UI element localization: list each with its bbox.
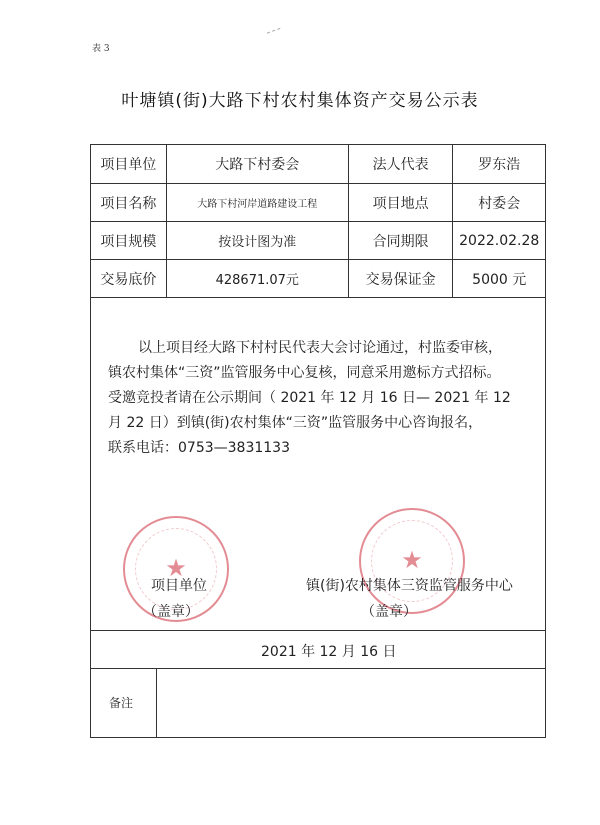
star-icon: ★ xyxy=(401,546,423,574)
cell-value: 大路下村委会 xyxy=(167,145,349,183)
notice-line: 以上项目经大路下村村民代表大会讨论通过，村监委审核， xyxy=(138,340,502,356)
cell-value: 按设计图为准 xyxy=(167,222,349,259)
form-number: 表 3 xyxy=(92,44,110,54)
cell-label: 项目名称 xyxy=(91,184,167,221)
cell-value: 5000 元 xyxy=(472,271,527,288)
star-icon: ★ xyxy=(165,554,187,582)
page-title: 叶塘镇(街)大路下村农村集体资产交易公示表 xyxy=(121,91,479,111)
cell-label: 项目地点 xyxy=(349,184,454,221)
remarks-value xyxy=(157,669,545,737)
notice-line: 镇农村集体“三资”监管服务中心复核，同意采用邀标方式招标。 xyxy=(108,365,501,381)
service-center-label: 镇(街)农村集体三资监管服务中心 xyxy=(306,578,513,594)
cell-value: 2022.02.28 xyxy=(459,232,540,249)
cell-label: 合同期限 xyxy=(349,222,454,259)
notice-body xyxy=(91,298,545,631)
table-row xyxy=(91,222,545,260)
cell-value: 罗东浩 xyxy=(478,157,521,173)
notice-text xyxy=(108,336,538,461)
remarks-label: 备注 xyxy=(91,669,157,737)
cell-label: 交易保证金 xyxy=(349,260,454,297)
notice-line: 联系电话：0753—3831133 xyxy=(108,440,290,456)
cell-label: 法人代表 xyxy=(349,145,454,183)
disclosure-table xyxy=(90,144,546,738)
cell-value: 村委会 xyxy=(478,195,521,212)
cell-label: 交易底价 xyxy=(91,260,167,297)
table-row xyxy=(91,184,545,222)
notice-line: 受邀竞投者请在公示期间（ 2021 年 12 月 16 日— 2021 年 12 xyxy=(108,390,511,406)
cell-label: 项目规模 xyxy=(91,222,167,259)
project-unit-stamp-label: （盖章） xyxy=(143,604,199,620)
cell-label: 项目单位 xyxy=(91,145,167,183)
service-center-seal xyxy=(359,508,465,614)
remarks-row xyxy=(91,669,545,737)
service-center-stamp-label: （盖章） xyxy=(361,604,417,620)
date-row xyxy=(91,631,545,669)
cell-value: 大路下村河岸道路建设工程 xyxy=(167,184,349,221)
notice-line: 月 22 日）到镇(街)农村集体“三资”监管服务中心咨询报名， xyxy=(108,415,483,431)
project-unit-label: 项目单位 xyxy=(151,578,207,594)
table-row xyxy=(91,260,545,298)
table-row xyxy=(91,145,545,184)
cell-value: 428671.07元 xyxy=(167,260,349,297)
scan-mark xyxy=(267,28,283,41)
sign-date: 2021 年 12 月 16 日 xyxy=(261,644,397,660)
